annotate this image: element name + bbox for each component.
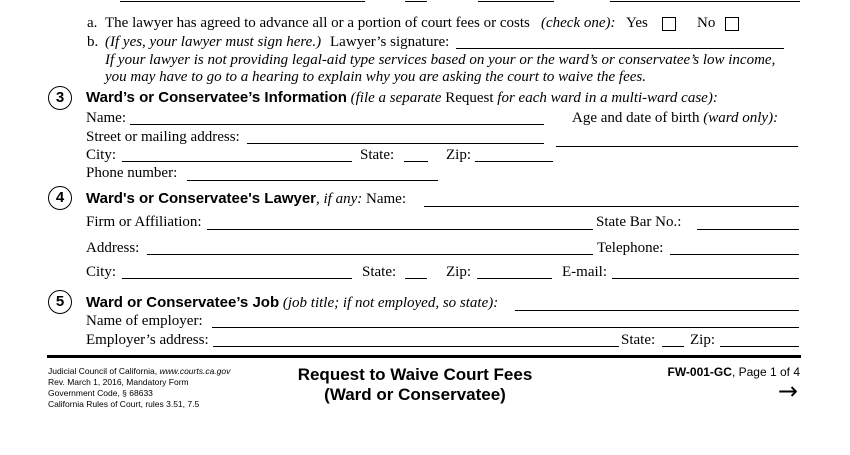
firm-field[interactable] xyxy=(207,229,593,230)
lawyer-state-field[interactable] xyxy=(405,278,427,279)
lawyer-signature-label: Lawyer’s signature: xyxy=(330,34,450,50)
footer-left-line-3: Government Code, § 68633 xyxy=(48,388,153,398)
item3-number-circle: 3 xyxy=(48,86,72,110)
footer-title-2: (Ward or Conservatee) xyxy=(324,385,506,404)
footer-title-1: Request to Waive Court Fees xyxy=(297,365,533,384)
footer-rule xyxy=(47,355,801,358)
state-bar-field[interactable] xyxy=(697,229,799,230)
telephone-label: Telephone: xyxy=(597,240,664,256)
lawyer-state-label: State: xyxy=(362,264,397,280)
item4-number-circle: 4 xyxy=(48,186,72,210)
employer-address-field[interactable] xyxy=(213,346,619,347)
item5-number-circle: 5 xyxy=(48,290,72,314)
item5-heading: Ward or Conservatee’s Job xyxy=(86,294,280,311)
employer-name-label: Name of employer: xyxy=(86,313,203,329)
legal-aid-note-1: If your lawyer is not providing legal-aid type services based on your or the ward’s or conservatee’s low income, xyxy=(105,52,776,68)
top-field-line-3[interactable] xyxy=(478,1,554,2)
item4-if-any: , if any: xyxy=(316,191,363,207)
employer-state-field[interactable] xyxy=(662,346,684,347)
employer-address-label: Employer’s address: xyxy=(86,332,209,348)
form-id: FW-001-GC xyxy=(667,365,732,379)
age-dob-field[interactable] xyxy=(556,146,798,147)
ward-zip-label: Zip: xyxy=(446,147,471,163)
no-label: No xyxy=(697,15,716,31)
lawyer-name-label: Name: xyxy=(366,191,406,207)
ward-city-label: City: xyxy=(86,147,117,163)
footer-url[interactable]: www.courts.ca.gov xyxy=(159,366,231,376)
top-field-line-4[interactable] xyxy=(610,1,800,2)
item5-heading-line xyxy=(86,294,498,312)
footer-left-line-2: Rev. March 1, 2016, Mandatory Form xyxy=(48,377,189,387)
lawyer-city-label: City: xyxy=(86,264,117,280)
job-title-field[interactable] xyxy=(515,310,799,311)
ward-state-label: State: xyxy=(360,147,395,163)
item2a-check-one: (check one): xyxy=(541,15,616,31)
ward-name-label: Name: xyxy=(86,110,126,126)
item3-request-word: Request xyxy=(445,90,494,106)
ward-phone-field[interactable] xyxy=(187,180,438,181)
firm-label: Firm or Affiliation: xyxy=(86,214,202,230)
employer-name-field[interactable] xyxy=(212,327,799,328)
top-field-line-2[interactable] xyxy=(405,1,427,2)
email-label: E-mail: xyxy=(562,264,607,280)
page-number: , Page 1 of 4 xyxy=(731,365,800,379)
age-dob-note: (ward only): xyxy=(703,110,779,126)
lawyer-zip-label: Zip: xyxy=(446,264,471,280)
employer-state-label: State: xyxy=(621,332,656,348)
ward-street-label: Street or mailing address: xyxy=(86,129,240,145)
footer-left-line-1 xyxy=(48,366,230,377)
state-bar-label: State Bar No.: xyxy=(596,214,682,230)
lawyer-city-field[interactable] xyxy=(122,278,352,279)
footer-left-line-4: California Rules of Court, rules 3.51, 7.5 xyxy=(48,399,200,409)
email-field[interactable] xyxy=(612,278,799,279)
item5-paren: (job title; if not employed, so state): xyxy=(282,295,499,311)
employer-zip-field[interactable] xyxy=(720,346,799,347)
item4-heading-line xyxy=(86,190,406,208)
age-dob-label: Age and date of birth xyxy=(572,110,700,126)
telephone-field[interactable] xyxy=(670,254,799,255)
ward-zip-field[interactable] xyxy=(475,161,553,162)
item3-paren-1: (file a separate xyxy=(350,90,442,106)
item3-paren-2: for each ward in a multi-ward case): xyxy=(497,90,718,106)
lawyer-address-field[interactable] xyxy=(147,254,593,255)
legal-aid-note-2: you may have to go to a hearing to explain why you are asking the court to waive the fees. xyxy=(105,69,646,85)
age-dob-line xyxy=(572,110,778,127)
top-field-line-1[interactable] xyxy=(120,1,365,2)
ward-name-field[interactable] xyxy=(130,124,544,125)
ward-street-field[interactable] xyxy=(247,143,544,144)
item2a-letter: a. xyxy=(87,15,98,31)
item4-heading: Ward's or Conservatee's Lawyer xyxy=(86,190,317,207)
yes-label: Yes xyxy=(626,15,648,31)
lawyer-address-label: Address: xyxy=(86,240,140,256)
ward-phone-label: Phone number: xyxy=(86,165,178,181)
no-checkbox[interactable] xyxy=(725,17,739,31)
item3-heading-line xyxy=(86,89,718,107)
footer-council: Judicial Council of California, xyxy=(48,366,158,376)
yes-checkbox[interactable] xyxy=(662,17,676,31)
lawyer-name-field[interactable] xyxy=(424,206,799,207)
lawyer-zip-field[interactable] xyxy=(477,278,552,279)
item3-heading: Ward’s or Conservatee’s Information xyxy=(86,89,347,106)
employer-zip-label: Zip: xyxy=(690,332,715,348)
ward-state-field[interactable] xyxy=(404,161,428,162)
lawyer-signature-field[interactable] xyxy=(456,48,784,49)
item2b-letter: b. xyxy=(87,34,99,50)
item2b-instruction: (If yes, your lawyer must sign here.) xyxy=(105,34,322,50)
next-page-arrow-icon: → xyxy=(777,377,798,405)
item2a-text: The lawyer has agreed to advance all or a portion of court fees or costs xyxy=(105,15,530,31)
ward-city-field[interactable] xyxy=(122,161,352,162)
